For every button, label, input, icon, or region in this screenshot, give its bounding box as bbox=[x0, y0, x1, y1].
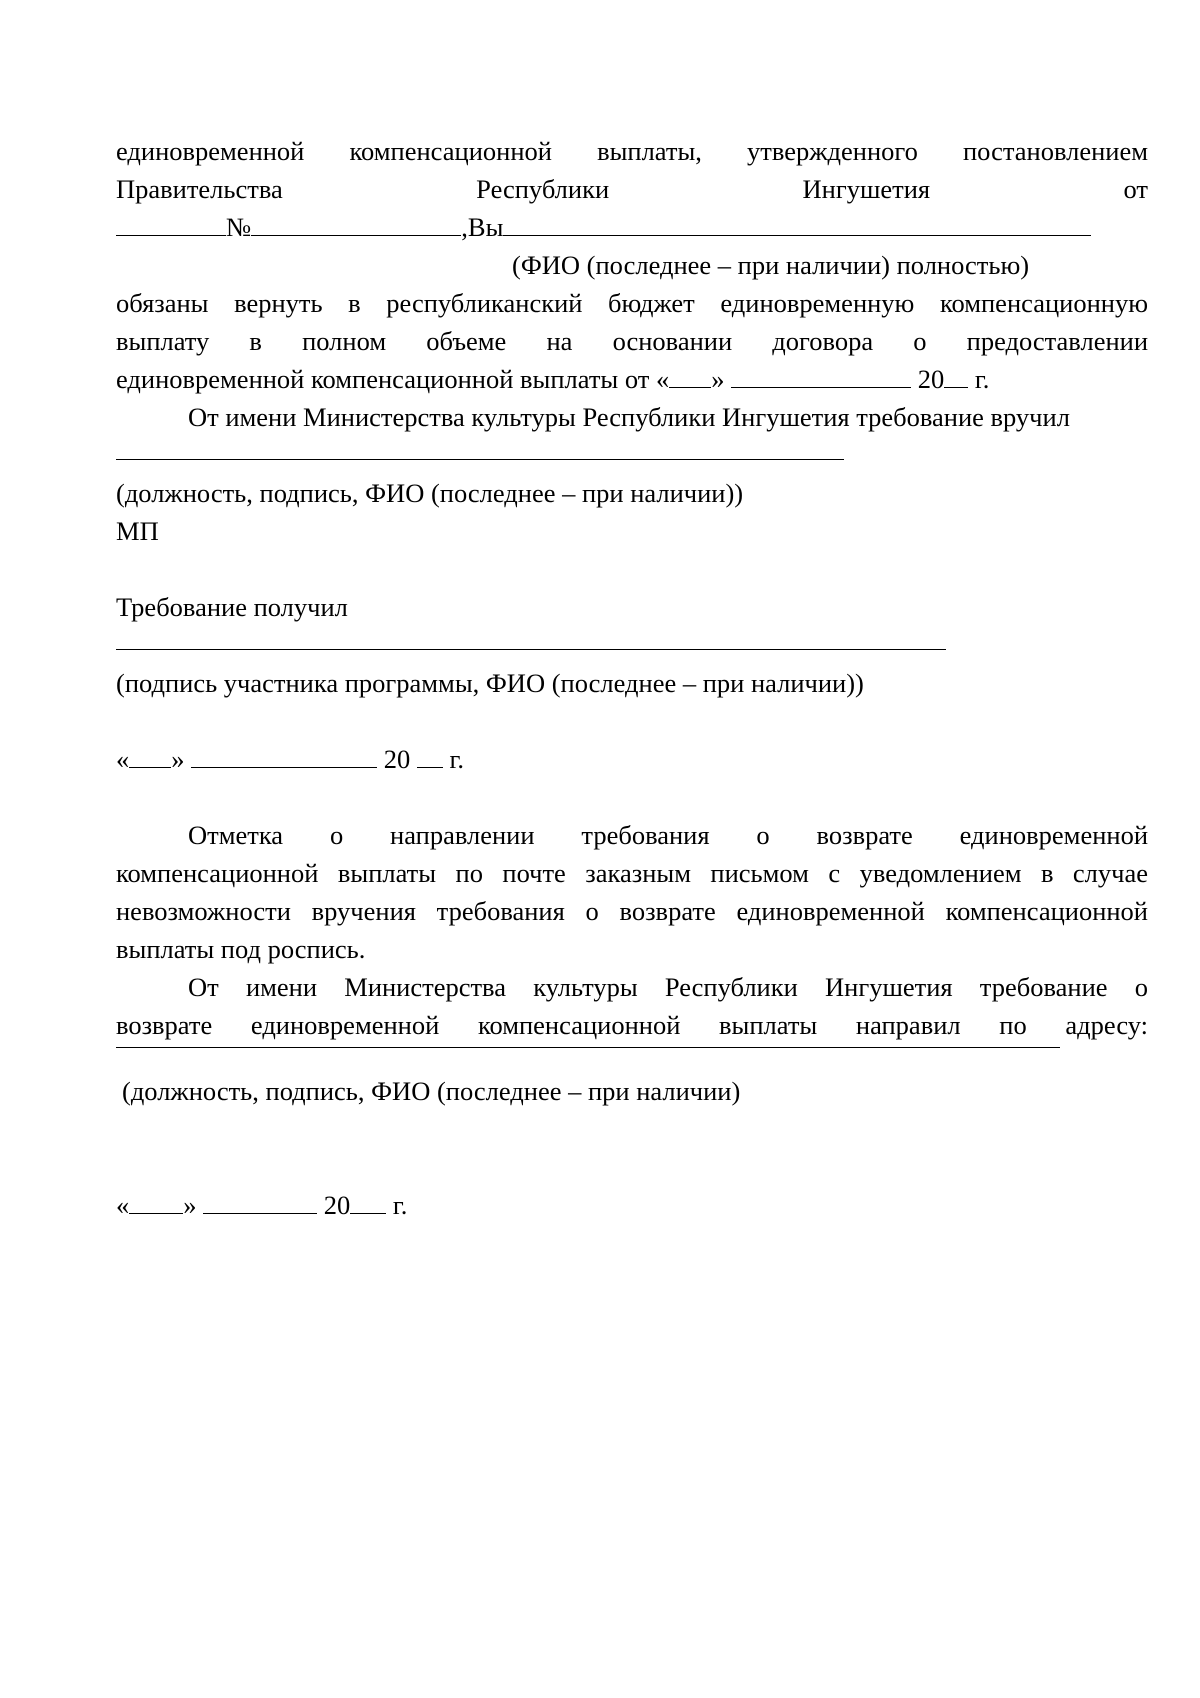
received-day-blank[interactable] bbox=[129, 741, 171, 768]
handover-signature-rule[interactable] bbox=[116, 458, 844, 460]
mail-day-blank[interactable] bbox=[129, 1187, 183, 1214]
mail-note-line5: От имени Министерства культуры Республики Ингушетия требование о bbox=[188, 972, 1148, 1002]
mail-note-line1: Отметка о направлении требования о возврате единовременной bbox=[188, 820, 1148, 850]
contract-year-prefix: 20 bbox=[917, 364, 945, 394]
received-year-prefix: 20 bbox=[383, 744, 411, 774]
mail-date-close-quote: » bbox=[183, 1190, 197, 1220]
paragraph1-line6: выплату в полном объеме на основании договора о предоставлении bbox=[116, 326, 1148, 356]
contract-date-close-quote: » bbox=[711, 364, 725, 394]
mail-note-line2: компенсационной выплаты по почте заказным письмом с уведомлением в случае bbox=[116, 858, 1148, 888]
mail-signature-line bbox=[116, 1044, 1148, 1072]
received-date-open-quote: « bbox=[116, 744, 130, 774]
contract-year-blank[interactable] bbox=[944, 361, 968, 388]
received-text: Требование получил bbox=[116, 592, 348, 622]
mail-date-line bbox=[116, 1186, 1148, 1224]
handover-signature-line bbox=[116, 436, 1148, 474]
mail-note-line6: возврате единовременной компенсационной выплаты направил по адресу: bbox=[116, 1010, 1148, 1040]
contract-day-blank[interactable] bbox=[669, 361, 711, 388]
mail-signature-rule[interactable] bbox=[116, 1046, 1060, 1048]
contract-date-prefix: единовременной компенсационной выплаты от « bbox=[116, 364, 670, 394]
mail-date-open-quote: « bbox=[116, 1190, 130, 1220]
received-date-line bbox=[116, 740, 1148, 778]
received-year-g: г. bbox=[449, 744, 465, 774]
received-signature-rule[interactable] bbox=[116, 648, 946, 650]
seal-label: МП bbox=[116, 516, 159, 546]
mail-year-blank[interactable] bbox=[350, 1187, 386, 1214]
contract-month-blank[interactable] bbox=[731, 361, 911, 388]
mail-year-g: г. bbox=[392, 1190, 408, 1220]
received-date-close-quote: » bbox=[171, 744, 185, 774]
paragraph1-line1: единовременной компенсационной выплаты, утвержденного постановлением bbox=[116, 136, 1148, 166]
handover-text: От имени Министерства культуры Республики Ингушетия требование вручил bbox=[188, 402, 1070, 432]
received-month-blank[interactable] bbox=[191, 741, 377, 768]
contract-date-line bbox=[116, 360, 1148, 398]
mail-month-blank[interactable] bbox=[203, 1187, 317, 1214]
received-signature-line bbox=[116, 626, 1148, 664]
fio-blank[interactable] bbox=[503, 209, 1091, 236]
mail-caption: (должность, подпись, ФИО (последнее – при наличии) bbox=[122, 1076, 741, 1106]
date-blank[interactable] bbox=[116, 209, 226, 236]
you-label: ,Вы bbox=[461, 212, 504, 242]
number-sign: № bbox=[226, 212, 252, 242]
mail-note-line4: выплаты под роспись. bbox=[116, 934, 366, 964]
paragraph1-line2: Правительства Республики Ингушетия от bbox=[116, 174, 1148, 204]
fio-hint: (ФИО (последнее – при наличии) полностью) bbox=[512, 250, 1030, 280]
received-year-blank[interactable] bbox=[417, 741, 443, 768]
received-caption: (подпись участника программы, ФИО (последнее – при наличии)) bbox=[116, 668, 864, 698]
paragraph1-line5: обязаны вернуть в республиканский бюджет единовременную компенсационную bbox=[116, 288, 1148, 318]
contract-year-g: г. bbox=[974, 364, 990, 394]
document-page bbox=[116, 132, 1148, 1224]
handover-caption: (должность, подпись, ФИО (последнее – при наличии)) bbox=[116, 478, 744, 508]
mail-note-line3: невозможности вручения требования о возврате единовременной компенсационной bbox=[116, 896, 1148, 926]
number-and-name-line bbox=[116, 208, 1148, 246]
mail-year-prefix: 20 bbox=[323, 1190, 351, 1220]
number-blank[interactable] bbox=[251, 209, 461, 236]
